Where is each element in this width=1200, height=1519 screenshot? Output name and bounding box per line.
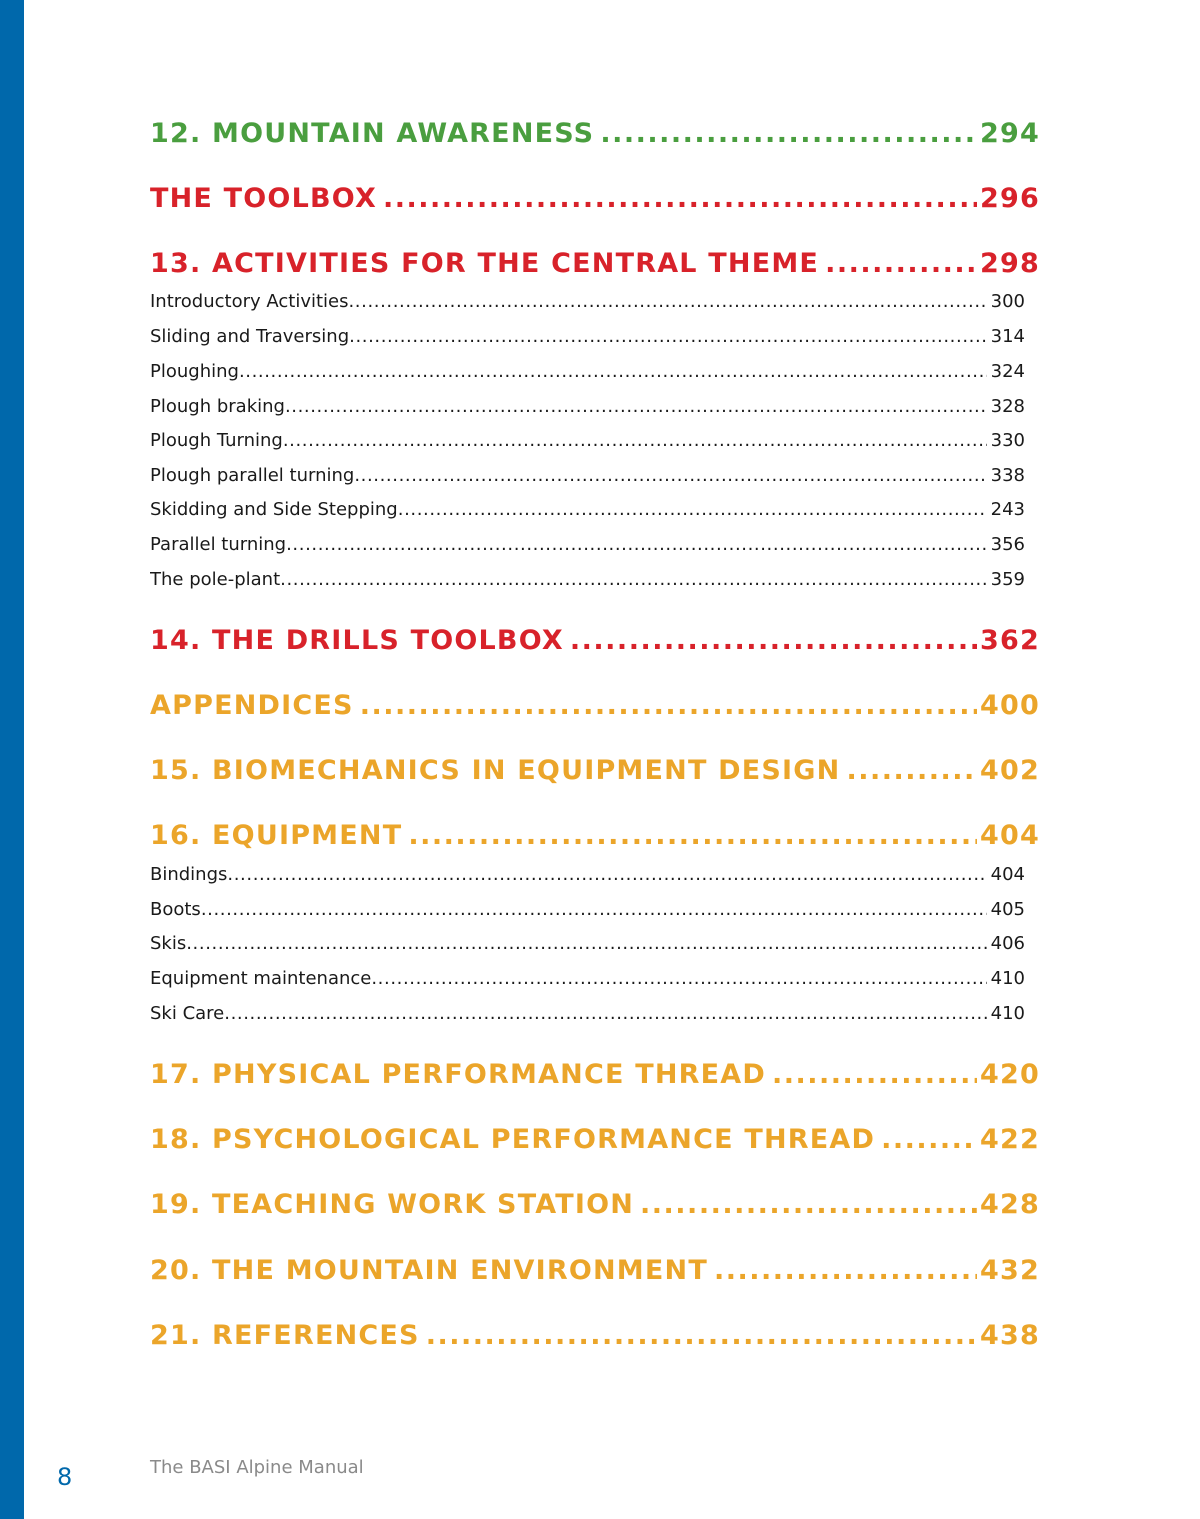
toc-dot-leader (398, 498, 987, 522)
toc-entry-label: Sliding and Traversing (150, 326, 350, 347)
toc-section-entry[interactable] (150, 395, 1025, 419)
toc-entry-label: 21. REFERENCES (150, 1320, 420, 1351)
toc-dot-leader (283, 429, 987, 453)
toc-entry-label: 15. BIOMECHANICS IN EQUIPMENT DESIGN (150, 755, 841, 786)
toc-chapter-entry[interactable] (150, 1319, 1040, 1353)
toc-entry-page: 406 (990, 933, 1025, 954)
toc-entry-page: 330 (990, 430, 1025, 451)
toc-entry-label: Introductory Activities (150, 291, 349, 312)
toc-section-entry[interactable] (150, 429, 1025, 453)
toc-section-entry[interactable] (150, 932, 1025, 956)
toc-dot-leader (349, 325, 987, 349)
toc-chapter-entry[interactable] (150, 1188, 1040, 1222)
toc-entry-page: 432 (980, 1255, 1040, 1286)
toc-dot-leader (570, 624, 977, 658)
toc-dot-leader (371, 967, 986, 991)
toc-section-entry[interactable] (150, 533, 1025, 557)
toc-entry-page: 356 (990, 534, 1025, 555)
toc-section-entry[interactable] (150, 360, 1025, 384)
toc-entry-label: Bindings (150, 864, 228, 885)
toc-entry-page: 298 (980, 248, 1040, 279)
toc-entry-label: The pole-plant (150, 569, 281, 590)
toc-entry-label: THE TOOLBOX (150, 183, 377, 214)
toc-dot-leader (239, 360, 987, 384)
toc-chapter-entry[interactable] (150, 754, 1040, 788)
toc-dot-leader (408, 819, 977, 853)
toc-dot-leader (286, 533, 987, 557)
toc-entry-page: 328 (990, 396, 1025, 417)
toc-entry-page: 359 (990, 569, 1025, 590)
toc-entry-page: 438 (980, 1320, 1040, 1351)
toc-section-entry[interactable] (150, 498, 1025, 522)
toc-entry-label: 13. ACTIVITIES FOR THE CENTRAL THEME (150, 248, 820, 279)
toc-entry-label: 17. PHYSICAL PERFORMANCE THREAD (150, 1059, 766, 1090)
toc-entry-page: 402 (980, 755, 1040, 786)
toc-chapter-entry[interactable] (150, 1123, 1040, 1157)
toc-entry-label: 20. THE MOUNTAIN ENVIRONMENT (150, 1255, 708, 1286)
toc-entry-page: 410 (990, 968, 1025, 989)
toc-entry-label: APPENDICES (150, 690, 354, 721)
toc-dot-leader (714, 1254, 977, 1288)
toc-entry-label: 16. EQUIPMENT (150, 820, 403, 851)
toc-chapter-entry[interactable] (150, 1058, 1040, 1092)
toc-entry-page: 296 (980, 183, 1040, 214)
toc-dot-leader (426, 1319, 977, 1353)
toc-entry-label: Boots (150, 899, 201, 920)
toc-chapter-entry[interactable] (150, 117, 1040, 151)
toc-dot-leader (881, 1123, 977, 1157)
toc-entry-label: Equipment maintenance (150, 968, 372, 989)
toc-entry-page: 243 (990, 499, 1025, 520)
toc-entry-label: 12. MOUNTAIN AWARENESS (150, 118, 595, 149)
toc-entry-label: Plough parallel turning (150, 465, 355, 486)
toc-section-entry[interactable] (150, 568, 1025, 592)
toc-entry-label: Ploughing (150, 361, 239, 382)
toc-section-entry[interactable] (150, 325, 1025, 349)
toc-chapter-entry[interactable] (150, 624, 1040, 658)
toc-entry-page: 428 (980, 1189, 1040, 1220)
toc-chapter-entry[interactable] (150, 819, 1040, 853)
toc-entry-label: Plough Turning (150, 430, 283, 451)
toc-entry-label: 14. THE DRILLS TOOLBOX (150, 625, 564, 656)
toc-entry-page: 404 (980, 820, 1040, 851)
side-color-bar (0, 0, 24, 1519)
toc-dot-leader (600, 117, 977, 151)
toc-section-entry[interactable] (150, 863, 1025, 887)
toc-entry-page: 314 (990, 326, 1025, 347)
toc-entry-label: Parallel turning (150, 534, 287, 555)
toc-section-entry[interactable] (150, 1002, 1025, 1026)
toc-section-entry[interactable] (150, 290, 1025, 314)
toc-dot-leader (640, 1188, 977, 1222)
toc-dot-leader (360, 689, 977, 723)
toc-entry-label: Ski Care (150, 1003, 225, 1024)
toc-entry-label: 18. PSYCHOLOGICAL PERFORMANCE THREAD (150, 1124, 876, 1155)
toc-entry-page: 410 (990, 1003, 1025, 1024)
toc-dot-leader (383, 182, 977, 216)
toc-dot-leader (186, 932, 986, 956)
toc-entry-page: 400 (980, 690, 1040, 721)
toc-dot-leader (825, 247, 977, 281)
toc-entry-label: Plough braking (150, 396, 285, 417)
toc-entry-page: 338 (990, 465, 1025, 486)
toc-entry-label: 19. TEACHING WORK STATION (150, 1189, 635, 1220)
toc-dot-leader (846, 754, 977, 788)
toc-dot-leader (224, 1002, 986, 1026)
toc-entry-page: 420 (980, 1059, 1040, 1090)
toc-entry-page: 362 (980, 625, 1040, 656)
toc-dot-leader (354, 464, 986, 488)
toc-entry-page: 300 (990, 291, 1025, 312)
toc-chapter-entry[interactable] (150, 689, 1040, 723)
toc-chapter-entry[interactable] (150, 1254, 1040, 1288)
toc-dot-leader (772, 1058, 977, 1092)
toc-dot-leader (201, 898, 987, 922)
toc-entry-label: Skis (150, 933, 187, 954)
toc-entry-page: 405 (990, 899, 1025, 920)
toc-entry-page: 324 (990, 361, 1025, 382)
footer-book-title: The BASI Alpine Manual (150, 1457, 364, 1478)
toc-dot-leader (285, 395, 987, 419)
toc-entry-page: 404 (990, 864, 1025, 885)
toc-chapter-entry[interactable] (150, 182, 1040, 216)
toc-entry-page: 422 (980, 1124, 1040, 1155)
toc-chapter-entry[interactable] (150, 247, 1040, 281)
toc-entry-label: Skidding and Side Stepping (150, 499, 398, 520)
toc-section-entry[interactable] (150, 464, 1025, 488)
toc-dot-leader (280, 568, 987, 592)
toc-section-entry[interactable] (150, 898, 1025, 922)
toc-section-entry[interactable] (150, 967, 1025, 991)
toc-dot-leader (348, 290, 986, 314)
toc-entry-page: 294 (980, 118, 1040, 149)
footer-page-number: 8 (57, 1463, 73, 1491)
toc-dot-leader (227, 863, 986, 887)
